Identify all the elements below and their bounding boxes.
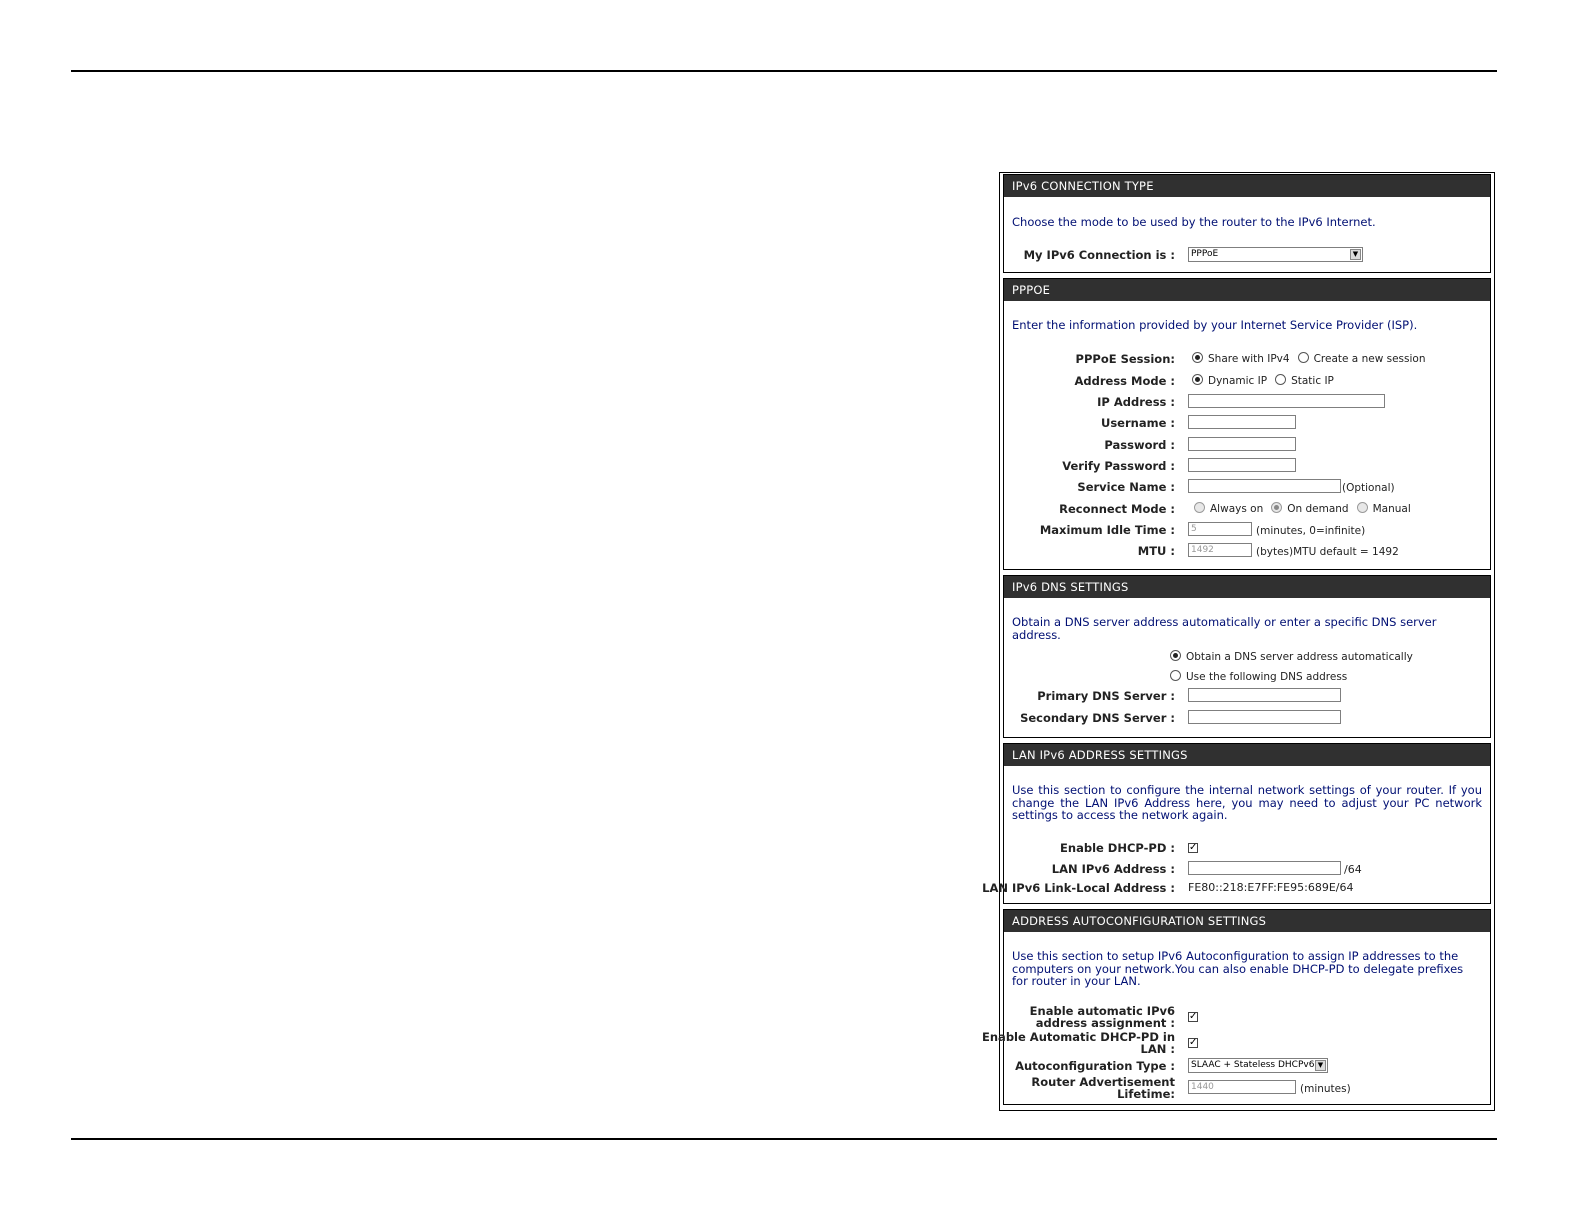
service-name-label: Service Name : [1077, 480, 1175, 494]
connection-type-value: PPPoE [1191, 249, 1219, 259]
ra-lifetime-label: Router Advertisement Lifetime: [1031, 1075, 1175, 1101]
service-name-hint: (Optional) [1342, 482, 1395, 494]
max-idle-time-input[interactable]: 5 [1188, 522, 1252, 536]
mtu-label: MTU : [1137, 544, 1175, 558]
auto-ipv6-assignment-checkbox[interactable]: ✓ [1189, 1011, 1198, 1022]
chevron-down-icon[interactable]: ▼ [1315, 1060, 1326, 1071]
section-header: IPv6 CONNECTION TYPE [1004, 175, 1490, 197]
dns-auto-option [1170, 650, 1413, 664]
lan-ipv6-address-input[interactable] [1188, 861, 1341, 875]
new-session-radio[interactable] [1298, 352, 1309, 363]
share-ipv4-radio[interactable] [1192, 352, 1203, 363]
section-description: Enter the information provided by your Internet Service Provider (ISP). [1012, 318, 1418, 332]
always-on-label: Always on [1210, 503, 1264, 515]
section-header: IPv6 DNS SETTINGS [1004, 576, 1490, 598]
chevron-down-icon[interactable]: ▼ [1350, 249, 1361, 260]
bottom-rule [71, 1138, 1497, 1140]
new-session-label: Create a new session [1313, 353, 1426, 365]
section-header: ADDRESS AUTOCONFIGURATION SETTINGS [1004, 910, 1490, 932]
username-input[interactable] [1188, 415, 1296, 429]
share-ipv4-label: Share with IPv4 [1208, 353, 1290, 365]
mtu-input[interactable]: 1492 [1188, 543, 1252, 557]
ra-lifetime-hint: (minutes) [1300, 1083, 1351, 1095]
lan-ipv6-address-suffix: /64 [1344, 863, 1362, 876]
enable-dhcp-pd-label: Enable DHCP-PD : [1060, 841, 1175, 855]
ip-address-input[interactable] [1188, 394, 1385, 408]
ipv6-connection-section [1003, 174, 1491, 273]
dns-manual-radio[interactable] [1170, 670, 1181, 681]
ip-address-label: IP Address : [1097, 395, 1175, 409]
lan-ipv6-section [982, 743, 1491, 904]
autoconfig-type-label: Autoconfiguration Type : [1015, 1059, 1175, 1073]
max-idle-time-hint: (minutes, 0=infinite) [1256, 525, 1366, 537]
auto-dhcp-pd-label: Enable Automatic DHCP-PD in LAN : [982, 1030, 1175, 1056]
dns-manual-label: Use the following DNS address [1186, 671, 1348, 683]
enable-dhcp-pd-checkbox[interactable]: ✓ [1189, 842, 1198, 853]
section-description: Obtain a DNS server address automatically or enter a specific DNS server address. [1012, 615, 1437, 642]
static-ip-radio[interactable] [1275, 374, 1286, 385]
verify-password-input[interactable] [1188, 458, 1296, 472]
connection-type-select[interactable] [1188, 247, 1363, 262]
primary-dns-input[interactable] [1188, 688, 1341, 702]
dns-auto-radio[interactable] [1170, 650, 1181, 661]
auto-dhcp-pd-checkbox[interactable]: ✓ [1189, 1037, 1198, 1048]
on-demand-radio[interactable] [1271, 502, 1282, 513]
address-mode-options [1192, 374, 1334, 388]
autoconfig-section [982, 909, 1491, 1105]
username-label: Username : [1101, 416, 1175, 430]
service-name-input[interactable] [1188, 479, 1341, 493]
autoconfig-type-select[interactable] [1188, 1058, 1328, 1073]
reconnect-mode-options [1194, 502, 1411, 516]
section-description: Choose the mode to be used by the router to the IPv6 Internet. [1012, 215, 1376, 229]
auto-ipv6-assignment-label: Enable automatic IPv6 address assignment : [1029, 1004, 1175, 1030]
always-on-radio[interactable] [1194, 502, 1205, 513]
pppoe-section [1003, 278, 1491, 570]
password-label: Password : [1104, 438, 1175, 452]
ipv6-dns-section [1003, 575, 1491, 738]
reconnect-mode-label: Reconnect Mode : [1059, 502, 1175, 516]
section-description: Use this section to setup IPv6 Autoconfiguration to assign IP addresses to the computers on your network.You can also enable DHCP-PD to delegate prefixes for router in your LAN. [1012, 949, 1464, 988]
top-rule [71, 70, 1497, 72]
dns-auto-label: Obtain a DNS server address automatically [1186, 651, 1413, 663]
section-header: LAN IPv6 ADDRESS SETTINGS [1004, 744, 1490, 766]
link-local-address-value: FE80::218:E7FF:FE95:689E/64 [1188, 881, 1354, 894]
on-demand-label: On demand [1287, 503, 1349, 515]
manual-label: Manual [1372, 503, 1411, 515]
primary-dns-label: Primary DNS Server : [1037, 689, 1175, 703]
password-input[interactable] [1188, 437, 1296, 451]
autoconfig-type-value: SLAAC + Stateless DHCPv6 [1191, 1060, 1315, 1070]
settings-panel [982, 172, 1495, 1111]
pppoe-session-options [1192, 352, 1425, 366]
secondary-dns-label: Secondary DNS Server : [1020, 711, 1175, 725]
section-description: Use this section to configure the internal network settings of your router. If you change the LAN IPv6 Address here, you may need to adjust your PC network settings to access the network again. [1012, 783, 1482, 822]
dynamic-ip-radio[interactable] [1192, 374, 1203, 385]
max-idle-time-label: Maximum Idle Time : [1039, 523, 1175, 537]
dynamic-ip-label: Dynamic IP [1208, 375, 1268, 387]
mtu-hint: (bytes)MTU default = 1492 [1256, 546, 1399, 558]
connection-type-label: My IPv6 Connection is : [1023, 248, 1175, 262]
ra-lifetime-input[interactable]: 1440 [1188, 1080, 1296, 1094]
manual-radio[interactable] [1357, 502, 1368, 513]
lan-ipv6-address-label: LAN IPv6 Address : [1051, 862, 1175, 876]
static-ip-label: Static IP [1291, 375, 1334, 387]
verify-password-label: Verify Password : [1062, 459, 1175, 473]
dns-manual-option [1170, 670, 1347, 684]
link-local-address-label: LAN IPv6 Link-Local Address : [982, 881, 1175, 895]
section-header: PPPOE [1004, 279, 1490, 301]
pppoe-session-label: PPPoE Session: [1075, 352, 1175, 366]
secondary-dns-input[interactable] [1188, 710, 1341, 724]
address-mode-label: Address Mode : [1074, 374, 1175, 388]
